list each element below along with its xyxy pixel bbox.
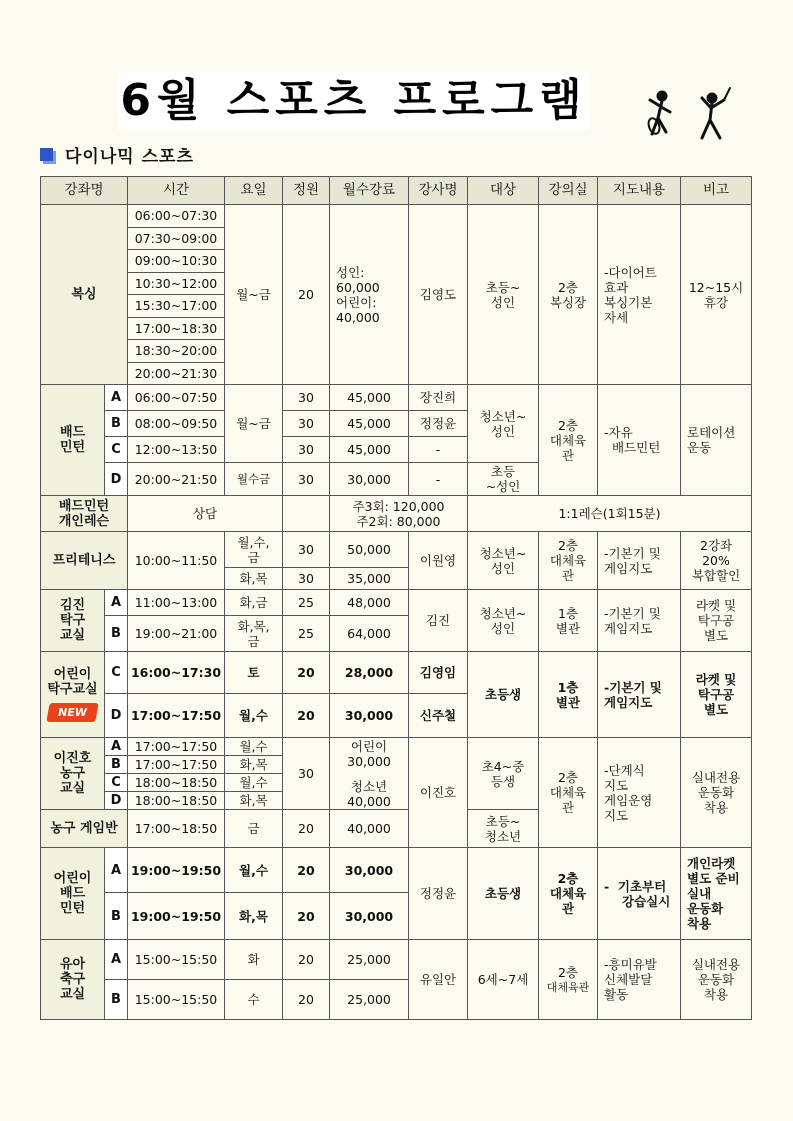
room-line: 2층	[557, 279, 579, 295]
days-cell: 화,목	[225, 792, 283, 810]
days-cell	[225, 532, 283, 568]
name-line: 어린이	[53, 667, 92, 682]
content-cell	[598, 652, 681, 738]
room-cell	[539, 652, 598, 738]
room-line: 별관	[555, 694, 581, 710]
target-cell	[468, 590, 539, 652]
table-row	[41, 385, 752, 411]
course-name: 농구 게임반	[41, 810, 128, 848]
time-cell: 11:00~13:00	[128, 590, 225, 616]
time-cell: 07:30~09:00	[128, 227, 225, 250]
time-cell: 09:00~10:30	[128, 250, 225, 273]
fee-cell: 25,000	[330, 940, 409, 980]
time-cell: 15:30~17:00	[128, 295, 225, 318]
note-line: 실내전용	[691, 770, 741, 785]
level-cell: C	[105, 437, 128, 463]
days-cell: 화,목	[225, 568, 283, 590]
target-cell	[468, 463, 539, 496]
days-cell: 수	[225, 980, 283, 1020]
time-cell: 15:00~15:50	[128, 940, 225, 980]
header-row	[41, 177, 752, 205]
time-cell: 08:00~09:50	[128, 411, 225, 437]
square-bullet-icon	[40, 148, 53, 161]
level-cell: A	[105, 940, 128, 980]
header-cell: 지도내용	[598, 177, 681, 205]
capacity-cell: 20	[283, 694, 330, 738]
level-cell: C	[105, 774, 128, 792]
note-cell	[681, 940, 752, 1020]
content-line: 배드민턴	[612, 440, 661, 455]
fee-cell: 48,000	[330, 590, 409, 616]
fee-cell: 35,000	[330, 568, 409, 590]
fee-cell: 40,000	[330, 810, 409, 848]
table-row	[41, 496, 752, 532]
note-line: 탁구공	[697, 687, 735, 702]
capacity-cell: 30	[283, 437, 330, 463]
capacity-cell: 20	[283, 652, 330, 694]
time-cell: 18:00~18:50	[128, 792, 225, 810]
content-line: 게임지도	[604, 560, 653, 576]
name-line: 배드	[59, 886, 86, 901]
target-line: 성인	[490, 620, 516, 636]
room-line: 대체육	[549, 553, 587, 568]
name-line: 탁구교실	[47, 682, 98, 697]
time-cell: 17:00~17:50	[128, 756, 225, 774]
fee-cell: 30,000	[330, 694, 409, 738]
days-cell: 금	[225, 810, 283, 848]
days-cell: 월,수	[225, 774, 283, 792]
time-cell: 18:00~18:50	[128, 774, 225, 792]
teacher-cell: 정정윤	[409, 848, 468, 940]
content-cell	[598, 738, 681, 848]
level-cell: D	[105, 694, 128, 738]
room-line: 1층	[557, 679, 579, 695]
note-line: 실내전용	[691, 957, 741, 972]
note-line: 복합할인	[691, 568, 741, 583]
time-cell: 19:00~19:50	[128, 848, 225, 893]
content-cell	[598, 385, 681, 496]
target-cell	[468, 205, 539, 385]
teacher-cell: 이진호	[409, 738, 468, 848]
target-line: 등생	[490, 773, 516, 789]
note-cell	[681, 385, 752, 496]
note-line: 별도	[703, 628, 729, 643]
course-name	[41, 738, 105, 810]
fee-line: 40,000	[336, 309, 380, 325]
time-cell: 17:00~17:50	[128, 738, 225, 756]
teacher-cell: 정정윤	[409, 411, 468, 437]
target-line: 성인	[490, 294, 516, 310]
fee-line: 어린이:	[336, 294, 377, 310]
target-line: 청소년~	[479, 545, 527, 561]
level-cell: B	[105, 616, 128, 652]
target-cell: 초등생	[468, 652, 539, 738]
name-line: 탁구	[59, 613, 86, 628]
room-line: 2층	[557, 417, 579, 433]
note-line: 로테이션	[687, 425, 736, 440]
target-line: 초4~중	[481, 758, 525, 774]
room-line: 별관	[555, 620, 581, 636]
fee-cell: 64,000	[330, 616, 409, 652]
header-cell: 월수강료	[330, 177, 409, 205]
time-cell: 16:00~17:30	[128, 652, 225, 694]
table-row	[41, 738, 752, 756]
target-line: 청소년	[484, 828, 522, 844]
level-cell: B	[105, 411, 128, 437]
content-line: -기본기 및	[604, 545, 661, 561]
content-line: -자유	[604, 425, 633, 440]
content-line: 게임지도	[604, 694, 653, 710]
note-line: 실내	[687, 886, 712, 901]
table-row	[41, 940, 752, 980]
teacher-cell: 김진	[409, 590, 468, 652]
time-cell: 06:00~07:30	[128, 205, 225, 228]
content-cell	[598, 532, 681, 590]
header-cell: 강좌명	[41, 177, 128, 205]
table-row	[41, 652, 752, 694]
capacity-cell: 20	[283, 980, 330, 1020]
level-cell: D	[105, 463, 128, 496]
capacity-cell: 30	[283, 463, 330, 496]
capacity-cell: 20	[283, 848, 330, 893]
fee-line: 주2회: 80,000	[356, 513, 441, 529]
header-cell: 강의실	[539, 177, 598, 205]
teacher-cell: 신주철	[409, 694, 468, 738]
teacher-cell: 김영임	[409, 652, 468, 694]
capacity-cell: 30	[283, 568, 330, 590]
fee-cell	[330, 496, 468, 532]
time-cell: 15:00~15:50	[128, 980, 225, 1020]
fee-line: 주3회: 120,000	[352, 498, 445, 514]
content-line: 복싱기본	[604, 294, 653, 310]
target-line: 청소년~	[479, 605, 527, 621]
name-line: 민턴	[59, 440, 86, 455]
content-line: -다이어트	[604, 264, 657, 280]
room-line: 관	[561, 568, 575, 583]
content-line: -기본기 및	[604, 679, 662, 695]
capacity-cell: 25	[283, 590, 330, 616]
fee-line: 성인:	[336, 264, 365, 280]
level-cell: B	[105, 893, 128, 940]
days-cell: 화,금	[225, 590, 283, 616]
time-cell: 20:00~21:30	[128, 362, 225, 385]
content-line: 효과	[604, 279, 629, 295]
note-line: 운동화	[697, 972, 735, 987]
note-line: 운동화	[697, 785, 735, 800]
table-row	[41, 205, 752, 228]
room-line: 관	[561, 901, 575, 916]
time-cell: 18:30~20:00	[128, 340, 225, 363]
room-line: 관	[561, 800, 575, 815]
name-line: 축구	[59, 972, 86, 987]
content-line: 자세	[604, 309, 629, 325]
name-line: 어린이	[53, 871, 92, 886]
fee-cell: 45,000	[330, 385, 409, 411]
page-title: 6월 스포츠 프로그램	[120, 75, 588, 126]
table-row	[41, 590, 752, 616]
days-line: 월,수,	[237, 534, 270, 550]
course-name	[41, 496, 128, 532]
note-line: 휴강	[703, 294, 729, 310]
fee-cell: 30,000	[330, 848, 409, 893]
target-line: ~성인	[485, 479, 521, 494]
course-name	[41, 652, 105, 738]
room-cell	[539, 738, 598, 848]
days-line: 금	[247, 549, 260, 565]
time-cell: 17:00~18:50	[128, 810, 225, 848]
room-line: 복싱장	[549, 294, 587, 310]
capacity-cell: 30	[283, 385, 330, 411]
fee-cell: 30,000	[330, 463, 409, 496]
new-badge: NEW	[46, 703, 98, 722]
course-name	[41, 848, 105, 940]
course-name: 프리테니스	[41, 532, 128, 590]
room-cell	[539, 590, 598, 652]
capacity-cell: 30	[283, 411, 330, 437]
room-line: 1층	[557, 605, 579, 621]
capacity-cell: 20	[283, 205, 330, 385]
header-cell: 정원	[283, 177, 330, 205]
room-cell	[539, 532, 598, 590]
teacher-cell: -	[409, 437, 468, 463]
fee-cell: 45,000	[330, 437, 409, 463]
time-cell: 19:00~21:00	[128, 616, 225, 652]
note-line: 20%	[702, 553, 730, 568]
time-cell: 19:00~19:50	[128, 893, 225, 940]
name-line: 교실	[59, 987, 86, 1002]
note-cell	[681, 205, 752, 385]
capacity-cell: 20	[283, 810, 330, 848]
target-line: 초등	[490, 464, 516, 479]
level-cell: A	[105, 590, 128, 616]
time-cell: 17:00~18:30	[128, 317, 225, 340]
content-cell	[598, 940, 681, 1020]
note-line: 라켓 및	[695, 598, 737, 613]
fee-line: 청소년	[350, 778, 388, 794]
target-line: 청소년~	[479, 408, 527, 424]
name-line: 이진호	[53, 751, 92, 766]
course-name	[41, 385, 105, 496]
days-cell: 토	[225, 652, 283, 694]
capacity-cell: 30	[283, 532, 330, 568]
content-line: 활동	[604, 987, 629, 1002]
note-line: 착용	[703, 800, 729, 815]
target-line: 성인	[490, 423, 516, 439]
room-cell	[539, 205, 598, 385]
header-cell: 대상	[468, 177, 539, 205]
content-line: -흥미유발	[604, 957, 657, 972]
content-line: 신체발달	[604, 972, 653, 987]
note-line: 운동화	[687, 901, 724, 916]
room-cell	[539, 385, 598, 496]
header-cell: 비고	[681, 177, 752, 205]
name-line: 배드	[59, 425, 86, 440]
level-cell: A	[105, 385, 128, 411]
target-line: 성인	[490, 560, 516, 576]
fee-cell: 45,000	[330, 411, 409, 437]
content-line: 지도	[604, 807, 629, 823]
note-line: 착용	[703, 987, 729, 1002]
time-cell: 20:00~21:50	[128, 463, 225, 496]
capacity-cell: 20	[283, 940, 330, 980]
note-line: 착용	[687, 916, 712, 931]
content-line: 지도	[604, 777, 629, 793]
fee-cell: 50,000	[330, 532, 409, 568]
content-line: - 기초부터	[604, 878, 667, 894]
fee-cell: 28,000	[330, 652, 409, 694]
note-cell	[681, 532, 752, 590]
target-cell: 6세~7세	[468, 940, 539, 1020]
level-cell: B	[105, 756, 128, 774]
name-line: 배드민턴	[58, 498, 110, 514]
capacity-cell: 30	[283, 738, 330, 810]
target-cell	[468, 738, 539, 810]
target-cell: 초등생	[468, 848, 539, 940]
note-line: 별도	[703, 702, 729, 717]
room-line: 관	[561, 447, 575, 463]
note-cell	[681, 652, 752, 738]
name-line: 교실	[59, 628, 86, 643]
table-row	[41, 848, 752, 893]
name-line: 농구	[59, 766, 86, 781]
content-cell	[598, 590, 681, 652]
sport-figures-icon	[644, 86, 734, 150]
level-cell: A	[105, 738, 128, 756]
fee-cell	[330, 738, 409, 810]
level-cell: B	[105, 980, 128, 1020]
note-cell	[681, 738, 752, 848]
fee-cell	[330, 205, 409, 385]
days-line: 화,목,	[237, 618, 270, 634]
target-cell	[468, 385, 539, 463]
days-cell: 월~금	[225, 205, 283, 385]
days-cell: 월~금	[225, 385, 283, 463]
fee-line: 60,000	[336, 279, 380, 295]
name-line: 개인레슨	[58, 513, 110, 529]
target-cell	[468, 532, 539, 590]
name-line: 유아	[59, 957, 86, 972]
room-cell	[539, 940, 598, 1020]
note-cell	[681, 848, 752, 940]
fee-cell: 30,000	[330, 893, 409, 940]
fee-line: 어린이	[350, 738, 388, 754]
time-cell: 10:30~12:00	[128, 272, 225, 295]
room-line: 대체육	[549, 432, 587, 448]
header-cell: 요일	[225, 177, 283, 205]
table-row	[41, 532, 752, 568]
note-line: 2강좌	[699, 538, 733, 553]
time-cell: 17:00~17:50	[128, 694, 225, 738]
room-line: 2층	[557, 964, 579, 980]
note-line: 개인라켓	[687, 856, 736, 871]
fee-line: 40,000	[347, 793, 391, 809]
content-line: 게임운영	[604, 792, 653, 808]
level-cell: C	[105, 652, 128, 694]
room-line: 2층	[557, 871, 579, 886]
time-cell: 상담	[128, 496, 283, 532]
teacher-cell: -	[409, 463, 468, 496]
name-line: 김진	[59, 598, 86, 613]
time-cell: 10:00~11:50	[128, 532, 225, 590]
course-name	[41, 590, 105, 652]
lesson-info-cell: 1:1레슨(1회15분)	[468, 496, 752, 532]
days-cell: 월,수	[225, 848, 283, 893]
level-cell: D	[105, 792, 128, 810]
days-cell: 화,목	[225, 756, 283, 774]
capacity-cell: 25	[283, 616, 330, 652]
note-line: 운동	[687, 440, 712, 455]
fee-cell: 25,000	[330, 980, 409, 1020]
name-line: 교실	[59, 781, 86, 796]
note-line: 라켓 및	[695, 672, 737, 687]
note-line: 탁구공	[697, 613, 735, 628]
target-cell	[468, 810, 539, 848]
header-cell: 강사명	[409, 177, 468, 205]
days-cell: 월수금	[225, 463, 283, 496]
room-cell	[539, 848, 598, 940]
room-line: 2층	[557, 770, 579, 785]
content-cell	[598, 205, 681, 385]
fee-line: 30,000	[347, 753, 391, 769]
course-name	[41, 940, 105, 1020]
teacher-cell: 장진희	[409, 385, 468, 411]
content-line: 게임지도	[604, 620, 653, 636]
content-line: -기본기 및	[604, 605, 661, 621]
teacher-cell: 김영도	[409, 205, 468, 385]
days-cell: 월,수	[225, 738, 283, 756]
time-cell: 06:00~07:50	[128, 385, 225, 411]
days-cell	[225, 616, 283, 652]
capacity-cell: 20	[283, 893, 330, 940]
time-cell: 12:00~13:50	[128, 437, 225, 463]
schedule-table	[40, 176, 752, 1020]
target-line: 초등~	[485, 813, 521, 829]
section-title: 다이나믹 스포츠	[65, 146, 194, 167]
note-cell	[681, 590, 752, 652]
level-cell: A	[105, 848, 128, 893]
content-line: -단계식	[604, 762, 645, 778]
content-line: 강습실시	[622, 893, 671, 909]
room-line: 대체육관	[546, 980, 590, 994]
teacher-cell: 유일안	[409, 940, 468, 1020]
note-line: 12~15시	[688, 279, 744, 295]
days-cell: 화,목	[225, 893, 283, 940]
days-cell: 월,수	[225, 694, 283, 738]
teacher-cell: 이원영	[409, 532, 468, 590]
content-cell	[598, 848, 681, 940]
room-line: 대체육	[549, 886, 587, 901]
name-line: 민턴	[59, 901, 86, 916]
room-line: 대체육	[549, 785, 587, 800]
course-name: 복싱	[41, 205, 128, 385]
days-cell: 화	[225, 940, 283, 980]
header-cell: 시간	[128, 177, 225, 205]
days-line: 금	[247, 633, 260, 649]
capacity-cell	[283, 496, 330, 532]
target-line: 초등~	[485, 279, 521, 295]
section-header	[40, 142, 194, 166]
note-line: 별도 준비	[687, 871, 740, 886]
room-line: 2층	[557, 538, 579, 553]
